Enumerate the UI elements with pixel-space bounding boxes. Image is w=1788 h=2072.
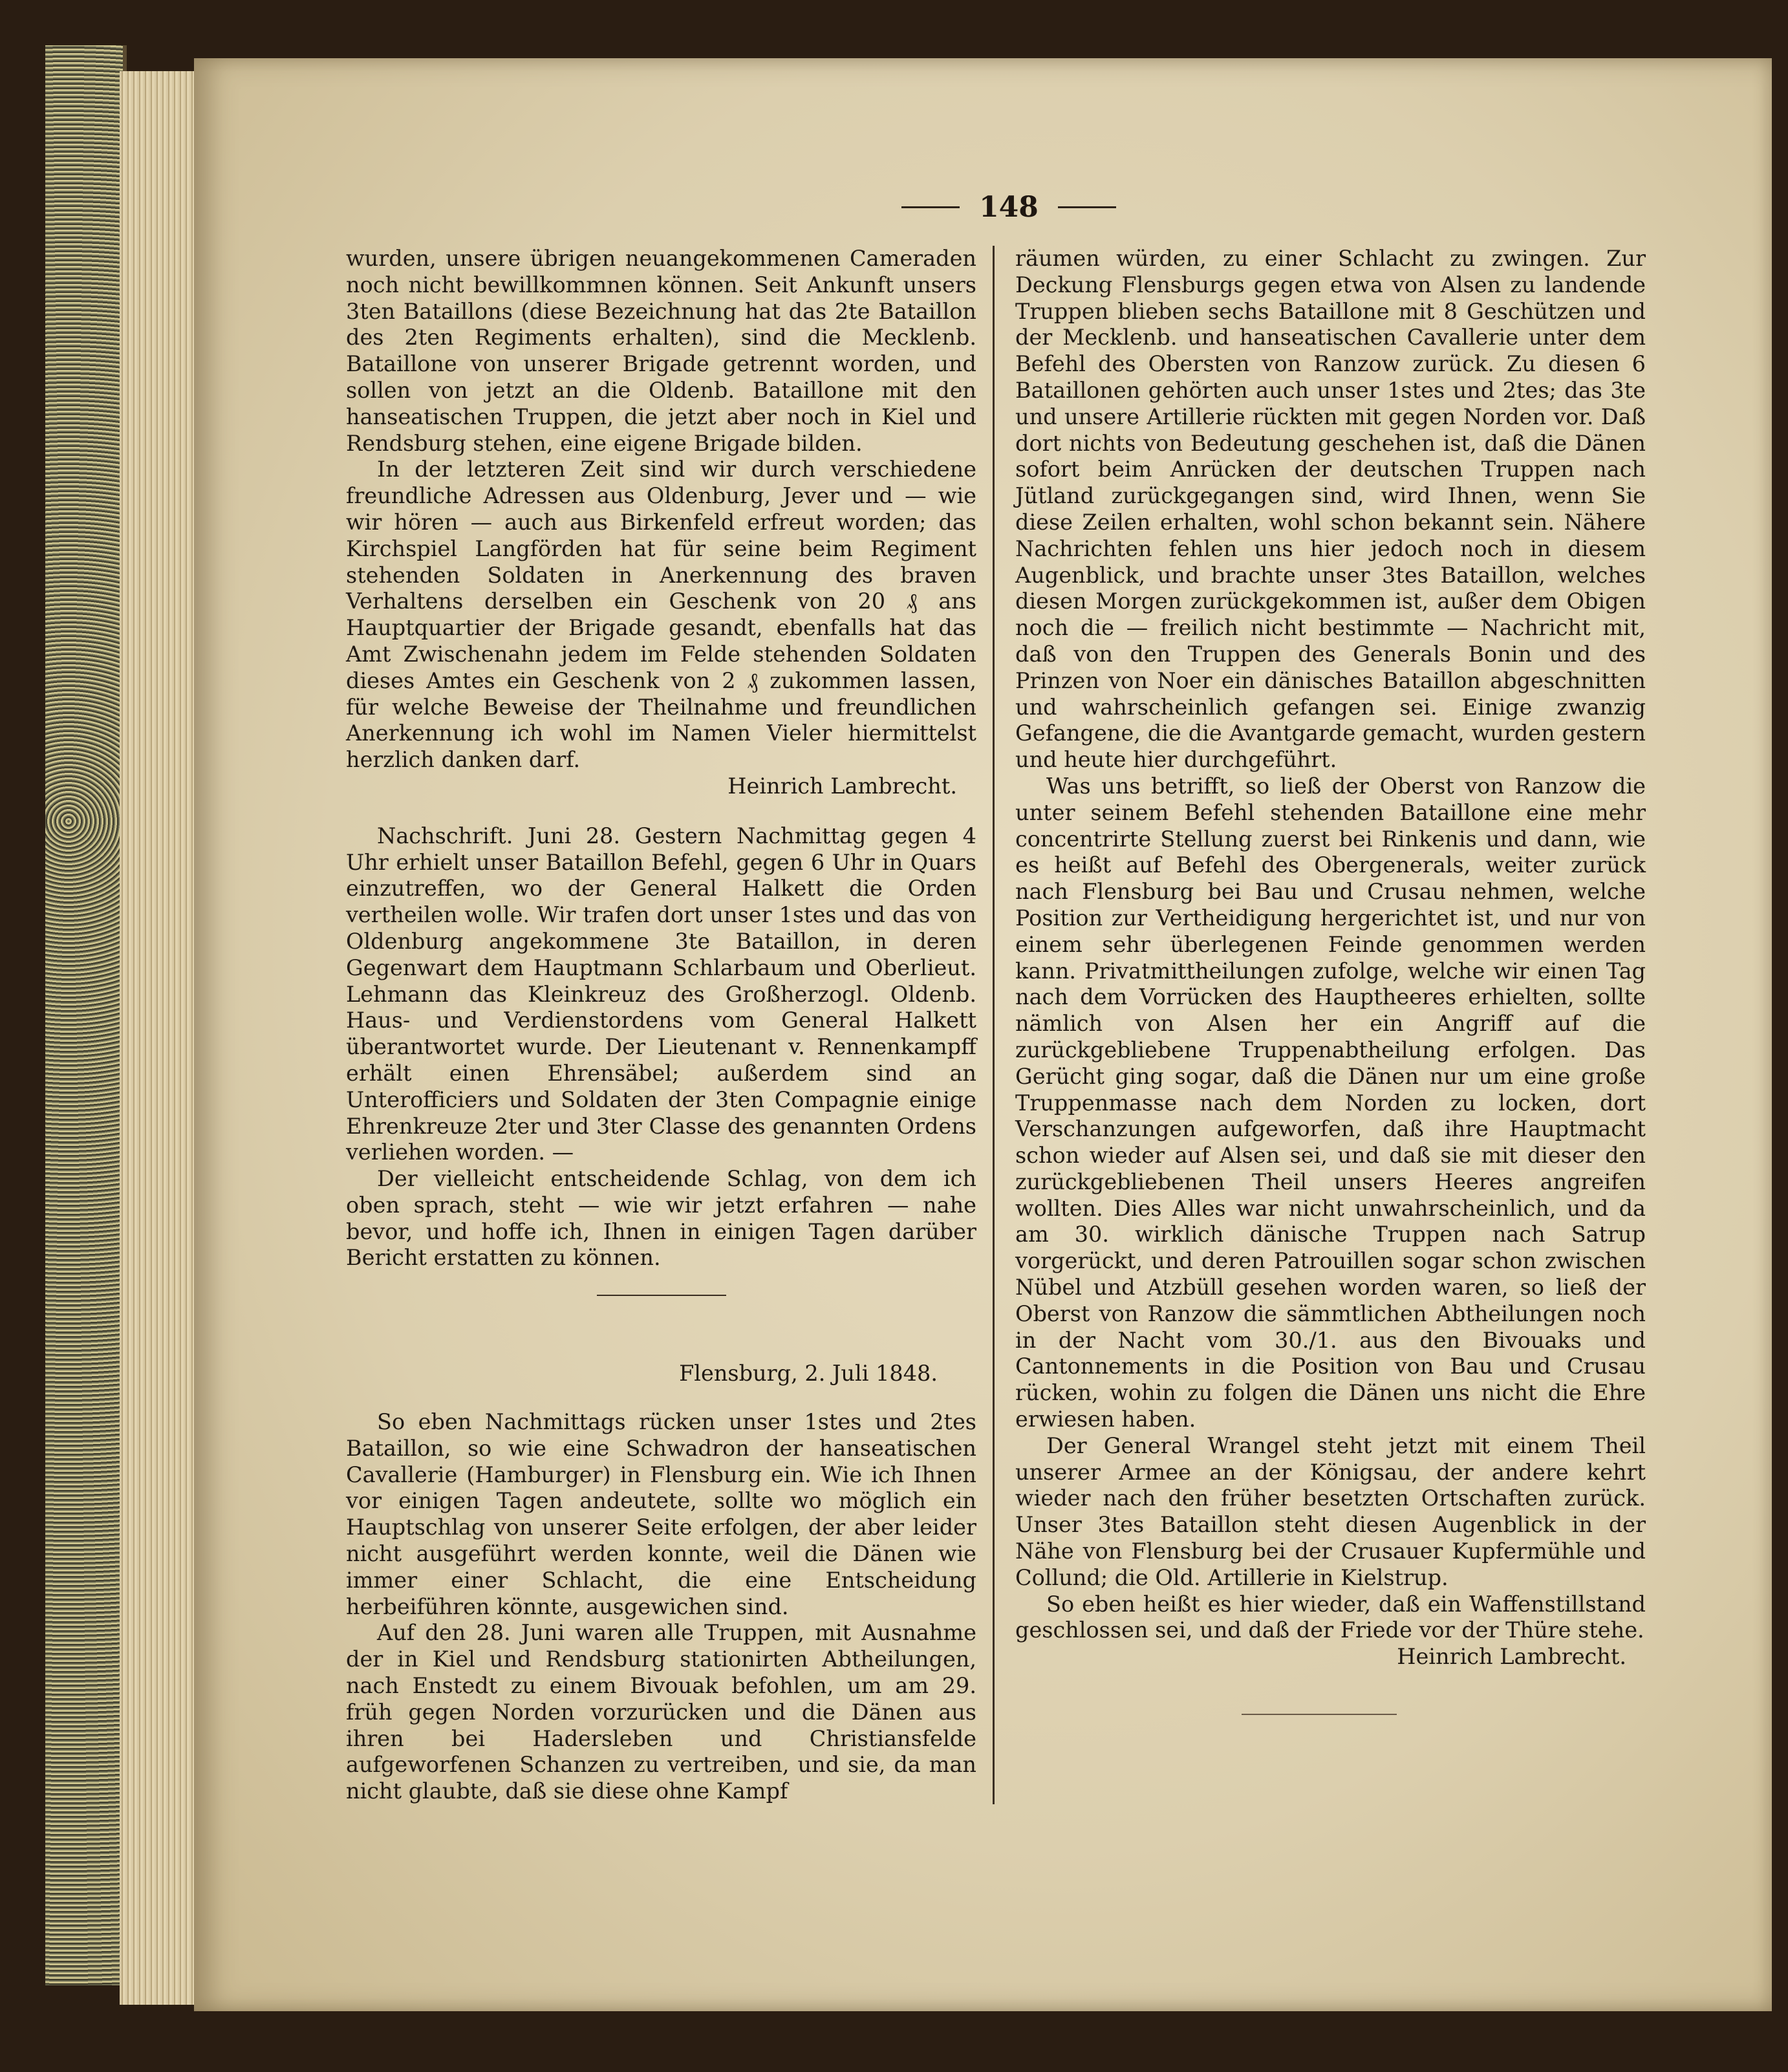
signature: Heinrich Lambrecht. <box>1397 1644 1626 1670</box>
page-number: 148 <box>979 190 1039 224</box>
right-column <box>1015 246 1646 1670</box>
paragraph: So eben heißt es hier wieder, daß ein Waffenstillstand geschlossen sei, und daß der Friede vor der Thüre stehe. <box>1015 1591 1646 1643</box>
paragraph: Der General Wrangel steht jetzt mit einem Theil unserer Armee an der Königsau, der andere kehrt wieder nach den früher besetzten Ortschaften zurück. Unser 3tes Bataillon steht diesen Augenblick in der Nähe von Flensburg bei der Crusauer Kupfermühle und Collund; die Old. Artillerie in Kielstrup. <box>1015 1432 1646 1590</box>
paragraph: Was uns betrifft, so ließ der Oberst von Ranzow die unter seinem Befehl stehenden Bataillone eine mehr concentrirte Stellung zuerst bei Rinkenis und dann, wie es heißt auf Befehl des Obergenerals, weiter zurück nach Flensburg bei Bau und Crusau nehmen, welche Position zur Vertheidigung hergerichtet ist, und nur von einem sehr überlegenen Feinde genommen werden kann. Privatmittheilungen zufolge, welche wir einen Tag nach dem Vorrücken des Hauptheeres erhielten, sollte nämlich von Alsen her ein Angriff auf die zurückgebliebene Truppenabtheilung erfolgen. Das Gerücht ging sogar, daß die Dänen nur um eine große Truppenmasse nach dem Norden zu locken, dort Verschanzungen aufgeworfen, daß ihre Hauptmacht schon wieder auf Alsen sei, und daß sie mit dieser den zurückgebliebenen Theil unsers Heeres angreifen wollten. Dies Alles war nicht unwahrscheinlich, und da am 30. wirklich dänische Truppen nach Satrup vorgerückt, und deren Patrouillen sogar schon zwischen Nübel und Atzbüll gesehen worden waren, so ließ der Oberst von Ranzow die sämmtlichen Abtheilungen noch in der Nacht vom 30./1. aus den Bivouaks und Cantonnements in die Position von Bau und Crusau rücken, wohin zu folgen die Dänen uns nicht die Ehre erwiesen haben. <box>1015 773 1646 1432</box>
left-column <box>346 246 976 1805</box>
end-rule <box>1242 1714 1397 1715</box>
paragraph: Auf den 28. Juni waren alle Truppen, mit Ausnahme der in Kiel und Rendsburg stationirten Abtheilungen, nach Enstedt zu einem Bivouak befohlen, um am 29. früh gegen Norden vorzurücken und die Dänen aus ihren bei Hadersleben und Christiansfelde aufgeworfenen Schanzen zu vertreiben, und sie, da man nicht glaubte, daß sie diese ohne Kampf <box>346 1620 976 1804</box>
paragraph: wurden, unsere übrigen neuangekommenen Cameraden noch nicht bewillkommnen können. Seit Ankunft unsers 3ten Bataillons (diese Bezeichnung hat das 2te Bataillon des 2ten Regiments erhalten), sind die Mecklenb. Bataillone von unserer Brigade getrennt worden, und sollen von jetzt an die Oldenb. Bataillone mit den hanseatischen Truppen, die jetzt aber noch in Kiel und Rendsburg stehen, eine eigene Brigade bilden. <box>346 246 976 456</box>
signature: Heinrich Lambrecht. <box>727 773 957 799</box>
header-rule-right <box>1058 206 1116 208</box>
page-edges <box>120 71 197 2005</box>
section-divider <box>597 1295 726 1296</box>
column-rule <box>993 246 995 1804</box>
book-cover-board <box>45 45 127 1985</box>
postscript-paragraph: Nachschrift. Juni 28. Gestern Nachmittag gegen 4 Uhr erhielt unser Bataillon Befehl, gegen 6 Uhr in Quars einzutreffen, wo der General Halkett die Orden vertheilen wolle. Wir trafen dort unser 1stes und das von Oldenburg angekommene 3te Bataillon, in deren Gegenwart dem Hauptmann Schlarbaum und Oberlieut. Lehmann das Kleinkreuz des Großherzogl. Oldenb. Haus- und Verdienstordens vom General Halkett überantwortet wurde. Der Lieutenant v. Rennenkampff erhält einen Ehrensäbel; außerdem sind an Unterofficiers und Soldaten der 3ten Compagnie einige Ehrenkreuze 2ter und 3ter Classe des genannten Ordens verliehen worden. — <box>346 823 976 1165</box>
paragraph: Der vielleicht entscheidende Schlag, von dem ich oben sprach, steht — wie wir jetzt erfahren — nahe bevor, und hoffe ich, Ihnen in einigen Tagen darüber Bericht erstatten zu können. <box>346 1166 976 1271</box>
paragraph: räumen würden, zu einer Schlacht zu zwingen. Zur Deckung Flensburgs gegen etwa von Alsen zu landende Truppen blieben sechs Bataillone mit 8 Geschützen und der Mecklenb. und hanseatischen Cavallerie unter dem Befehl des Obersten von Ranzow zurück. Zu diesen 6 Bataillonen gehörten auch unser 1stes und 2tes; das 3te und unsere Artillerie rückten mit gegen Norden vor. Daß dort nichts von Bedeutung geschehen ist, daß die Dänen sofort beim Anrücken der deutschen Truppen nach Jütland zurückgegangen sind, wird Ihnen, wenn Sie diese Zeilen erhalten, wohl schon bekannt sein. Nähere Nachrichten fehlen uns hier jedoch noch in diesem Augenblick, und brachte unser 3tes Bataillon, welches diesen Morgen zurückgekommen ist, außer dem Obigen noch die — freilich nicht bestimmte — Nachricht mit, daß von den Truppen des Generals Bonin und des Prinzen von Noer ein dänisches Bataillon abgeschnitten und wahrscheinlich gefangen sei. Einige zwanzig Gefangene, die die Avantgarde gemacht, wurden gestern und heute hier durchgeführt. <box>1015 246 1646 773</box>
page-header <box>873 188 1145 226</box>
paragraph: So eben Nachmittags rücken unser 1stes und 2tes Bataillon, so wie eine Schwadron der hanseatischen Cavallerie (Hamburger) in Flensburg ein. Wie ich Ihnen vor einigen Tagen andeutete, sollte wo möglich ein Hauptschlag von unserer Seite erfolgen, der aber leider nicht ausgeführt werden konnte, weil die Dänen wie immer einer Schlacht, die eine Entscheidung herbeiführen könnte, ausgewichen sind. <box>346 1409 976 1619</box>
header-rule-left <box>901 206 960 208</box>
dateline: Flensburg, 2. Juli 1848. <box>679 1361 938 1387</box>
paragraph: In der letzteren Zeit sind wir durch verschiedene freundliche Adressen aus Oldenburg, Jever und — wie wir hören — auch aus Birkenfeld erfreut worden; das Kirchspiel Langförden hat für seine beim Regiment stehenden Soldaten in Anerkennung des braven Verhaltens derselben ein Geschenk von 20 ₰ ans Hauptquartier der Brigade gesandt, ebenfalls hat das Amt Zwischenahn jedem im Felde stehenden Soldaten dieses Amtes ein Geschenk von 2 ₰ zukommen lassen, für welche Beweise der Theilnahme und freundlichen Anerkennung ich wohl im Namen Vieler hiermittelst herzlich danken darf. <box>346 457 976 773</box>
